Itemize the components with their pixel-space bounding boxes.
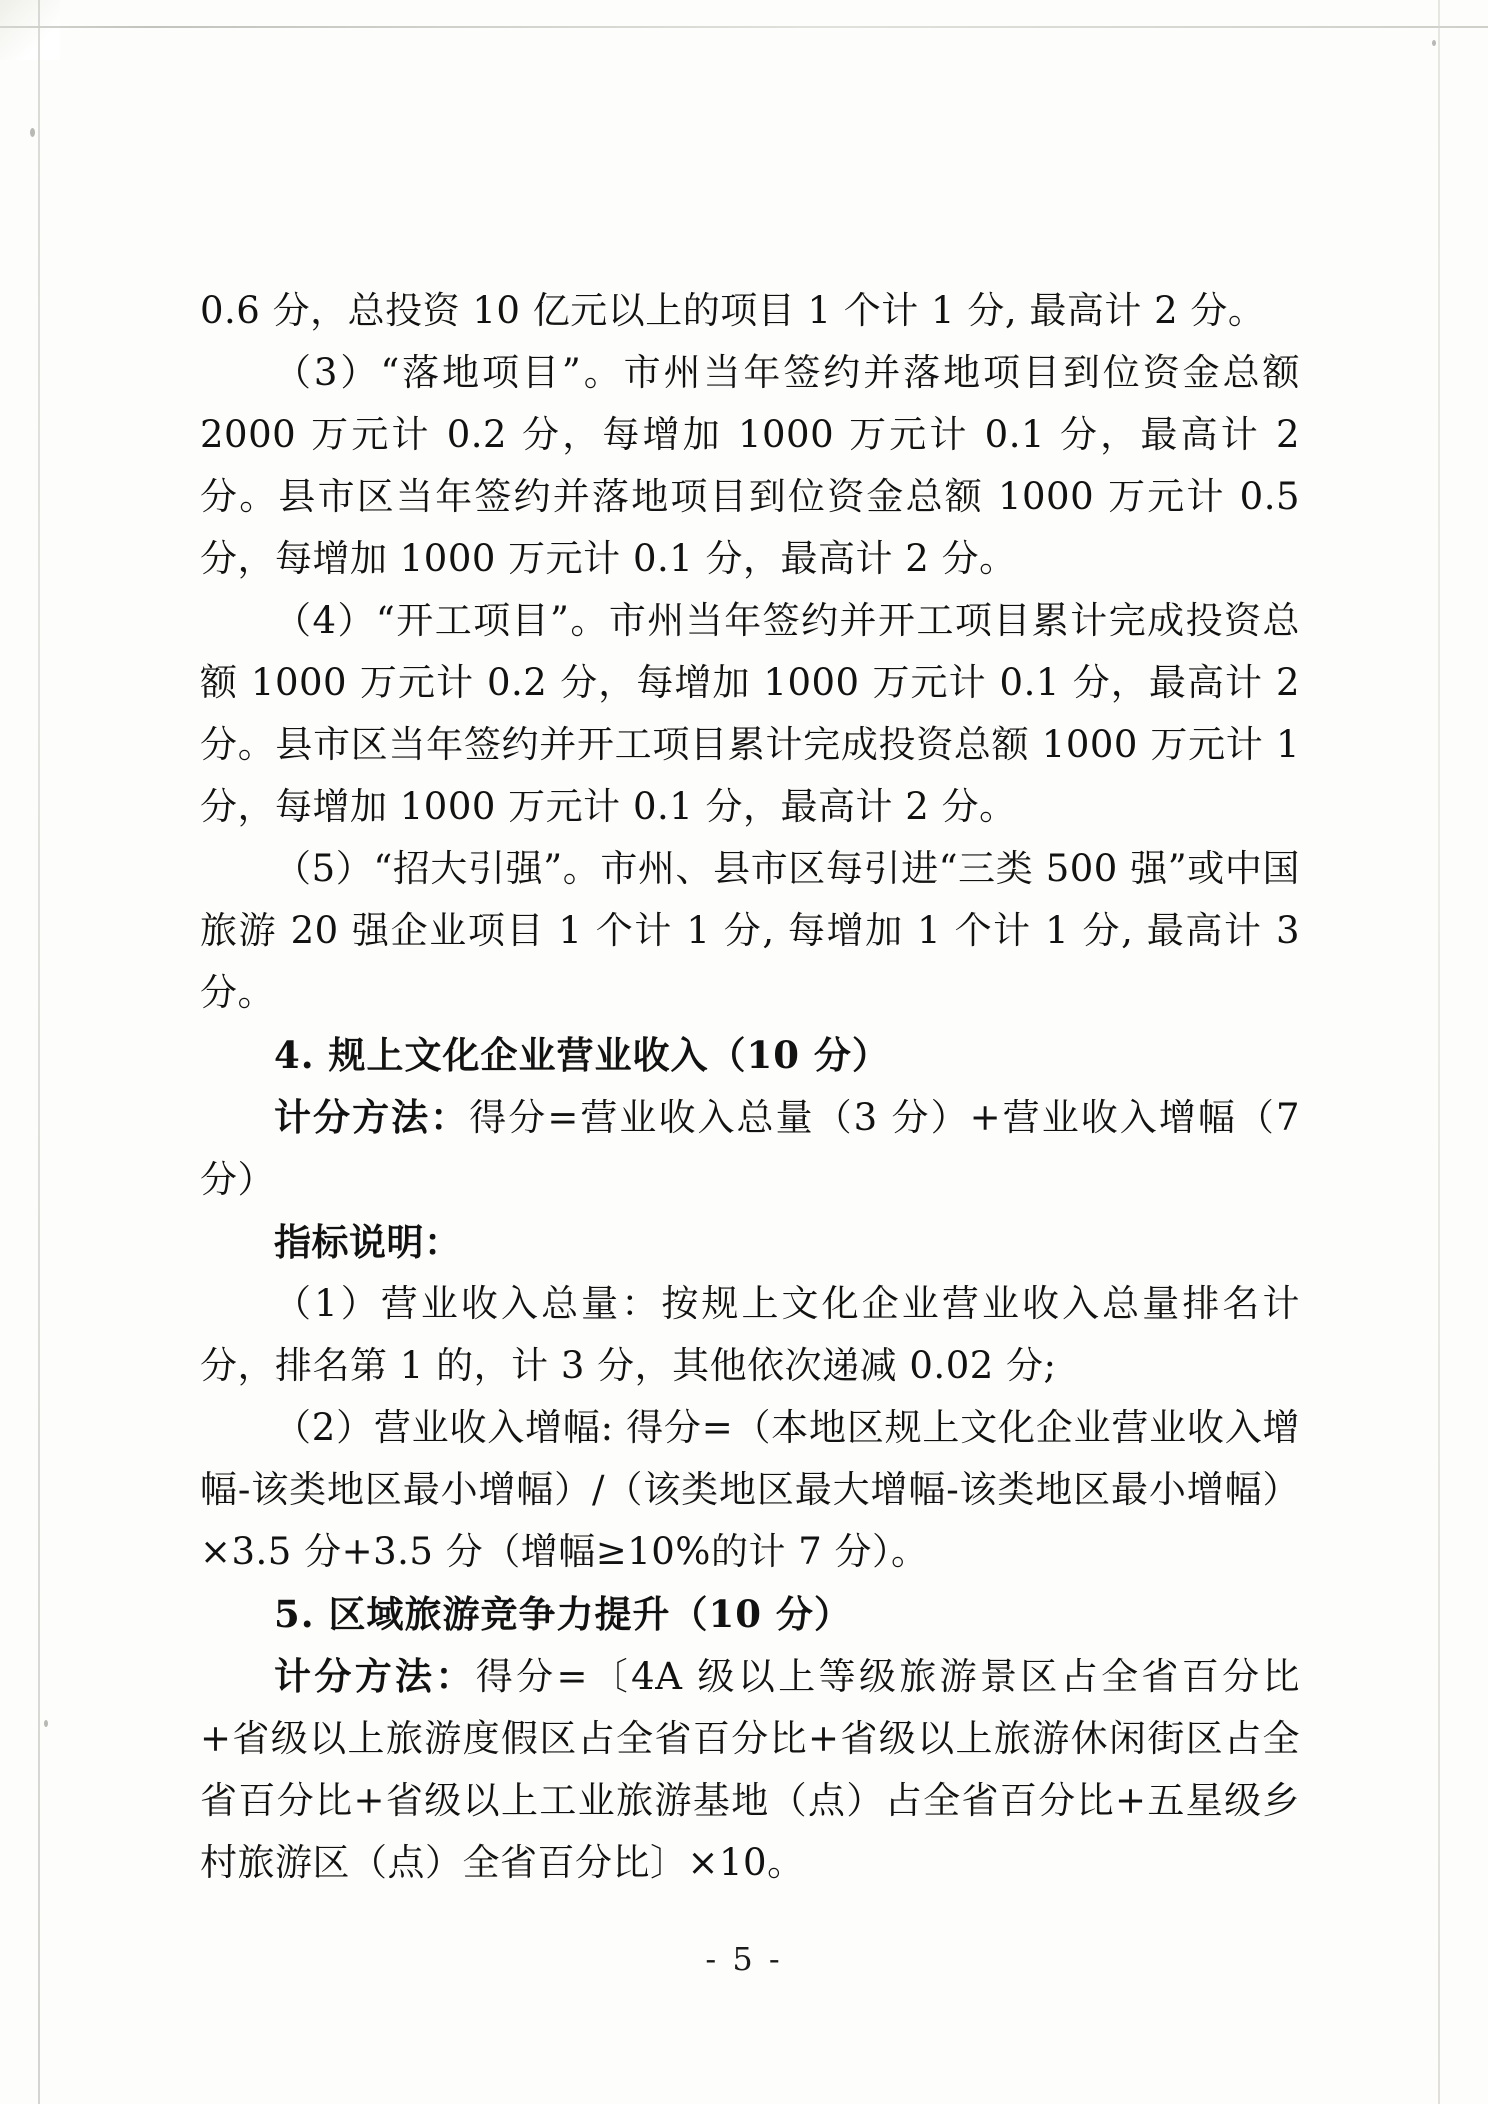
scoring-method-text-5: 得分=〔4A 级以上等级旅游景区占全省百分比+省级以上旅游度假区占全省百分比+省级以上旅游休闲街区占全省百分比+省级以上工业旅游基地（点）占全省百分比+五星级乡村旅游区（点）全省百分比〕×10。: [200, 1655, 1300, 1884]
paragraph-item-3: （3）“落地项目”。市州当年签约并落地项目到位资金总额 2000 万元计 0.2 分，每增加 1000 万元计 0.1 分，最高计 2 分。县市区当年签约并落地项目到位资金总额 1000 万元计 0.5 分，每增加 1000 万元计 0.1 分，最高计 2 分。: [200, 351, 1300, 580]
document-body: [200, 280, 1300, 1894]
paragraph-note-2: （2）营业收入增幅: 得分=（本地区规上文化企业营业收入增幅-该类地区最小增幅）/（该类地区最大增幅-该类地区最小增幅）×3.5 分+3.5 分（增幅≥10%的计 7 分）。: [200, 1406, 1300, 1573]
scan-edge-top: [0, 26, 1488, 28]
scan-speck: [1432, 40, 1436, 46]
paragraph-continued-0-6: 0.6 分，总投资 10 亿元以上的项目 1 个计 1 分, 最高计 2 分。: [200, 289, 1266, 332]
paragraph-indicator-note-label: 指标说明：: [274, 1220, 462, 1264]
scan-speck: [44, 1720, 48, 1727]
paragraph-item-5: （5）“招大引强”。市州、县市区每引进“三类 500 强”或中国旅游 20 强企业项目 1 个计 1 分, 每增加 1 个计 1 分, 最高计 3 分。: [200, 847, 1300, 1014]
scan-corner-artifact: [0, 0, 60, 60]
scoring-method-label-5: 计分方法：: [274, 1654, 476, 1698]
scan-edge-right: [1438, 0, 1440, 2104]
scan-speck: [30, 128, 35, 137]
paragraph-scoring-method-4: [200, 1086, 1300, 1211]
scoring-method-label-4: 计分方法：: [274, 1095, 470, 1139]
heading-section-5: 5. 区域旅游竞争力提升（10 分）: [274, 1592, 852, 1636]
paragraph-scoring-method-5: [200, 1645, 1300, 1894]
heading-section-4: 4. 规上文化企业营业收入（10 分）: [274, 1033, 890, 1077]
scan-edge-left: [38, 0, 40, 2104]
paragraph-item-4: （4）“开工项目”。市州当年签约并开工项目累计完成投资总额 1000 万元计 0.2 分，每增加 1000 万元计 0.1 分，最高计 2 分。县市区当年签约并开工项目累计完成投资总额 1000 万元计 1 分，每增加 1000 万元计 0.1 分，最高计 2 分。: [200, 599, 1300, 828]
paragraph-note-1: （1）营业收入总量：按规上文化企业营业收入总量排名计分，排名第 1 的，计 3 分，其他依次递减 0.02 分;: [200, 1282, 1300, 1387]
scoring-method-text-4: 得分=营业收入总量（3 分）+营业收入增幅（7 分）: [200, 1096, 1301, 1201]
page-number: - 5 -: [705, 1940, 783, 1978]
